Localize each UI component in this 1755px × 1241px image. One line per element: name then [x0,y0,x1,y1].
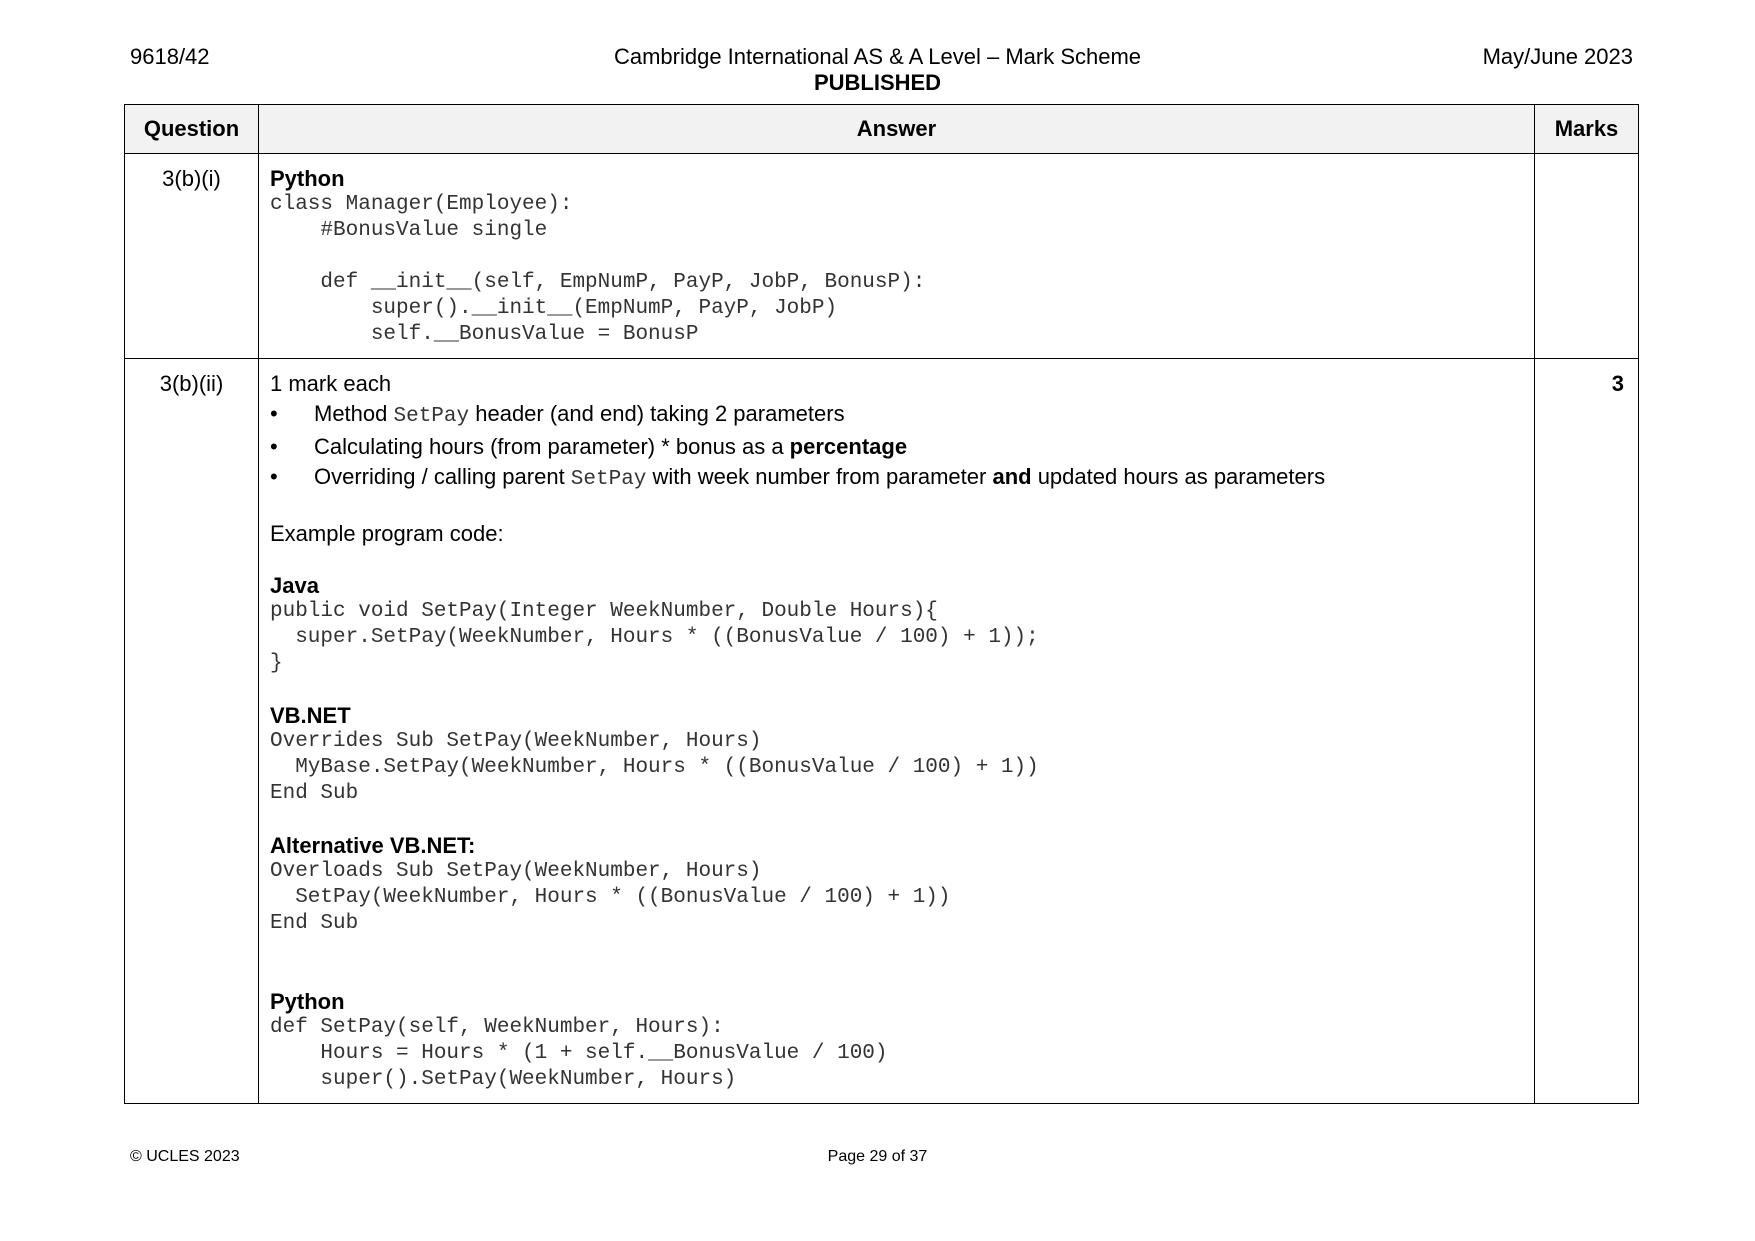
published-label: PUBLISHED [813,70,942,95]
table-header-row [125,105,1639,154]
question-number: 3(b)(ii) [125,359,259,1104]
header-question: Question [125,105,259,154]
inline-code: SetPay [393,405,470,428]
language-label: Python [270,989,345,1014]
page-number: Page 29 of 37 [827,1148,928,1165]
question-number: 3(b)(i) [125,154,259,359]
vb-code-block: Overrides Sub SetPay(WeekNumber, Hours) MyBase.SetPay(WeekNumber, Hours * ((BonusValue / 100) + 1)) End Sub [270,730,1039,805]
java-code-block: public void SetPay(Integer WeekNumber, Double Hours){ super.SetPay(WeekNumber, Hours * ((BonusValue / 100) + 1)); } [270,600,1039,675]
example-label: Example program code: [270,521,504,546]
mark-intro: 1 mark each [270,371,392,396]
marking-point: • Calculating hours (from parameter) * bonus as a percentage [270,432,1522,462]
inline-code: SetPay [570,468,647,491]
code-block: class Manager(Employee): #BonusValue single def __init__(self, EmpNumP, PayP, JobP, BonusP): super().__init__(EmpNumP, PayP, JobP) self.__BonusValue = BonusP [270,193,926,346]
marking-point: • Overriding / calling parent SetPay with week number from parameter and updated hours as parameters [270,462,1522,495]
paper-code: 9618/42 [130,44,210,69]
header-marks: Marks [1535,105,1639,154]
emphasis: percentage [789,434,908,459]
marks-value: 3 [1535,359,1639,1104]
emphasis: and [992,464,1032,489]
header-answer: Answer [259,105,1535,154]
table-row [125,154,1639,359]
marking-point: • Method SetPay header (and end) taking 2 parameters [270,399,1522,432]
python-code-block: def SetPay(self, WeekNumber, Hours): Hours = Hours * (1 + self.__BonusValue / 100) super().SetPay(WeekNumber, Hours) [270,1016,888,1091]
alt-vb-code-block: Overloads Sub SetPay(WeekNumber, Hours) SetPay(WeekNumber, Hours * ((BonusValue / 100) + 1)) End Sub [270,860,951,935]
language-label: Python [270,166,345,191]
language-label: Java [270,573,319,598]
language-label: Alternative VB.NET: [270,833,476,858]
language-label: VB.NET [270,703,351,728]
marks-value [1535,154,1639,359]
answer-cell [259,359,1535,1104]
answer-cell [259,154,1535,359]
exam-session: May/June 2023 [1482,44,1633,69]
title-text: Cambridge International AS & A Level – Mark Scheme [613,44,1142,69]
copyright: © UCLES 2023 [130,1148,240,1165]
table-row [125,359,1639,1104]
mark-scheme-table [124,104,1639,1104]
marking-points [270,399,1522,495]
